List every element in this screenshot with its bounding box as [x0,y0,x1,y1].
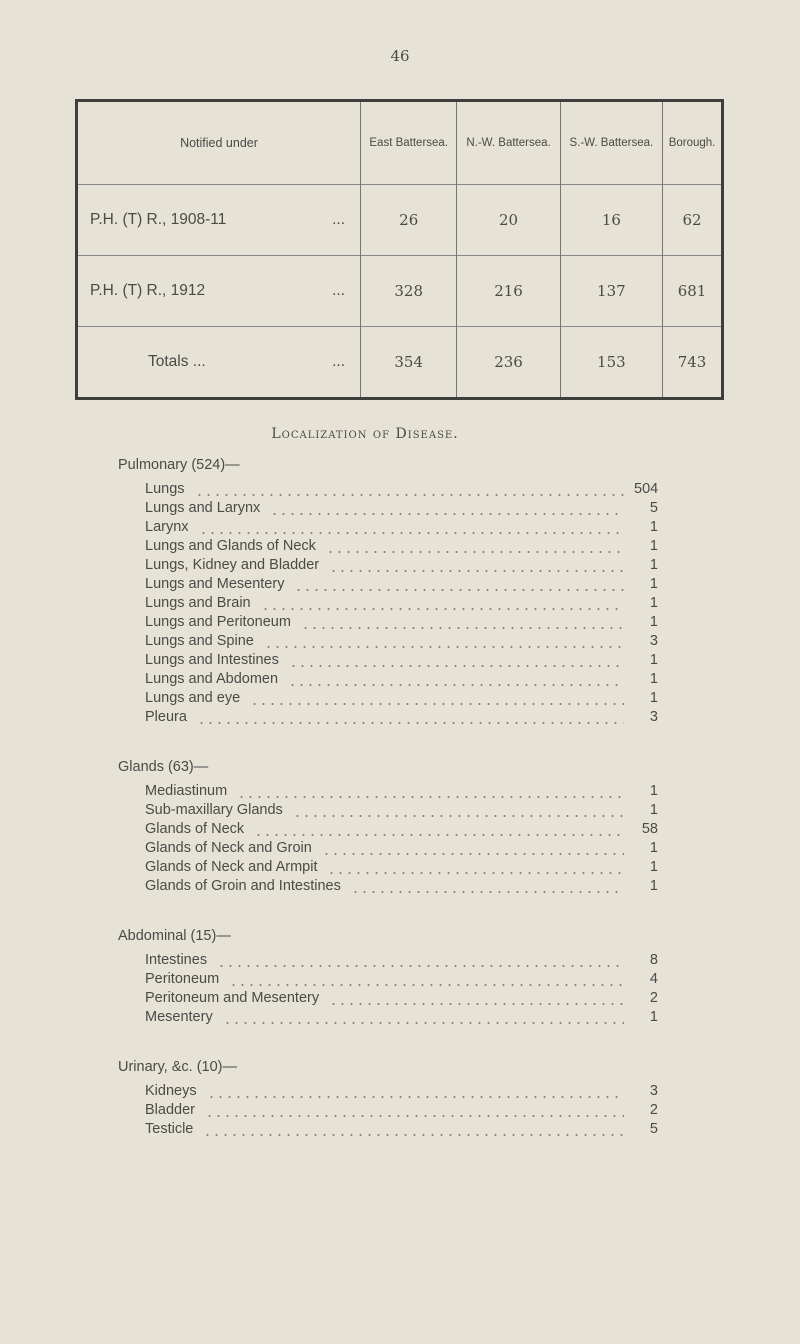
leader-dots [254,820,624,839]
disease-section [118,754,658,896]
table-row [77,256,723,327]
leader-dots [261,594,624,613]
leader-dots [203,1120,624,1139]
list-item [118,594,658,613]
list-item [118,518,658,537]
table-row-totals [77,327,723,399]
item-label: Lungs and Larynx [145,500,261,516]
item-count: 8 [649,952,658,968]
item-label: Peritoneum [145,971,220,987]
item-count: 504 [634,481,659,497]
notifications-table [75,99,724,400]
list-item [118,651,658,670]
list-item [118,670,658,689]
list-item [118,970,658,989]
item-count: 3 [649,709,658,725]
item-label: Lungs and Intestines [145,652,279,668]
column-header: Borough. [663,101,723,185]
cell: 328 [361,256,457,327]
section-title: Glands (63)— [118,759,209,775]
list-item [118,1082,658,1101]
item-count: 1 [649,840,658,856]
row-label: P.H. (T) R., 1912 [90,282,206,299]
item-count: 4 [649,971,658,987]
item-label: Lungs, Kidney and Bladder [145,557,320,573]
section-title: Urinary, &c. (10)— [118,1059,237,1075]
leader-dots [326,537,624,556]
item-label: Glands of Groin and Intestines [145,878,341,894]
leader-dots [301,613,624,632]
item-count: 1 [649,595,658,611]
cell: 137 [560,256,662,327]
column-header: East Battersea. [361,101,457,185]
section-title: Abdominal (15)— [118,928,231,944]
item-count: 2 [649,1102,658,1118]
leader-dots [207,1082,624,1101]
disease-section [118,1054,658,1139]
item-count: 1 [649,690,658,706]
leader-dots [288,670,624,689]
item-label: Pleura [145,709,187,725]
disease-section [118,452,658,727]
leader-dots [329,556,624,575]
leader-dots [327,858,624,877]
item-count: 1 [649,614,658,630]
leader-dots [351,877,624,896]
item-label: Mesentery [145,1009,213,1025]
item-count: 1 [649,652,658,668]
cell: 681 [663,256,723,327]
list-item [118,632,658,651]
item-label: Lungs and Spine [145,633,254,649]
item-count: 1 [649,557,658,573]
list-item [118,1101,658,1120]
leader-dots [197,708,624,727]
leader-dots [264,632,624,651]
item-label: Lungs and Brain [145,595,251,611]
disease-section [118,923,658,1027]
item-label: Testicle [145,1121,194,1137]
item-label: Glands of Neck and Armpit [145,859,318,875]
item-label: Mediastinum [145,783,228,799]
column-header: N.-W. Battersea. [457,101,560,185]
item-count: 1 [649,519,658,535]
leader-dots [229,970,624,989]
leader-dots [205,1101,624,1120]
list-item [118,575,658,594]
list-item [118,989,658,1008]
leader-dots [289,651,624,670]
list-item [118,613,658,632]
item-count: 1 [649,878,658,894]
leader-dots [293,801,624,820]
list-item [118,782,658,801]
item-label: Glands of Neck and Groin [145,840,312,856]
list-item [118,951,658,970]
list-item [118,1120,658,1139]
item-count: 1 [649,538,658,554]
item-label: Lungs and Abdomen [145,671,279,687]
list-item [118,858,658,877]
list-item [118,689,658,708]
item-label: Lungs [145,481,185,497]
leader-dots [195,480,624,499]
list-item [118,537,658,556]
cell: 354 [361,327,457,399]
item-count: 5 [649,500,658,516]
item-count: 2 [649,990,658,1006]
list-item [118,499,658,518]
list-item [118,801,658,820]
cell: 20 [457,185,560,256]
cell: 743 [663,327,723,399]
list-item [118,1008,658,1027]
leader-dots [294,575,624,594]
item-count: 1 [649,783,658,799]
leader-dots [237,782,624,801]
cell: 26 [361,185,457,256]
leader-dots [250,689,624,708]
item-count: 1 [649,576,658,592]
item-label: Glands of Neck [145,821,245,837]
table-row [77,185,723,256]
list-item [118,820,658,839]
item-label: Larynx [145,519,189,535]
section-heading: Localization of Disease. [271,426,459,442]
item-label: Lungs and Glands of Neck [145,538,316,554]
item-count: 58 [641,821,658,837]
item-label: Bladder [145,1102,195,1118]
item-count: 3 [649,1083,658,1099]
leader-dots [217,951,624,970]
leader-dots [223,1008,624,1027]
item-label: Peritoneum and Mesentery [145,990,320,1006]
section-title: Pulmonary (524)— [118,457,240,473]
item-count: 1 [649,802,658,818]
leader-dots [329,989,624,1008]
leader-dots: ... [332,353,345,370]
row-label: Totals ... [148,353,206,370]
list-item [118,480,658,499]
table-header-row [77,101,723,185]
leader-dots [270,499,624,518]
leader-dots: ... [332,282,345,299]
cell: 153 [560,327,662,399]
leader-dots [322,839,624,858]
item-count: 3 [649,633,658,649]
cell: 62 [663,185,723,256]
list-item [118,839,658,858]
item-count: 5 [649,1121,658,1137]
item-label: Intestines [145,952,208,968]
item-label: Sub-maxillary Glands [145,802,283,818]
cell: 16 [560,185,662,256]
list-item [118,556,658,575]
item-label: Kidneys [145,1083,197,1099]
item-label: Lungs and Peritoneum [145,614,291,630]
leader-dots [199,518,624,537]
item-count: 1 [649,859,658,875]
row-label: P.H. (T) R., 1908-11 [90,211,227,228]
cell: 236 [457,327,560,399]
item-count: 1 [649,1009,658,1025]
list-item [118,708,658,727]
column-header: S.-W. Battersea. [560,101,662,185]
page-number: 46 [390,47,410,65]
leader-dots: ... [332,211,345,228]
cell: 216 [457,256,560,327]
list-item [118,877,658,896]
item-count: 1 [649,671,658,687]
item-label: Lungs and eye [145,690,241,706]
localization-list [118,452,658,1166]
column-header: Notified under [77,101,361,185]
item-label: Lungs and Mesentery [145,576,285,592]
